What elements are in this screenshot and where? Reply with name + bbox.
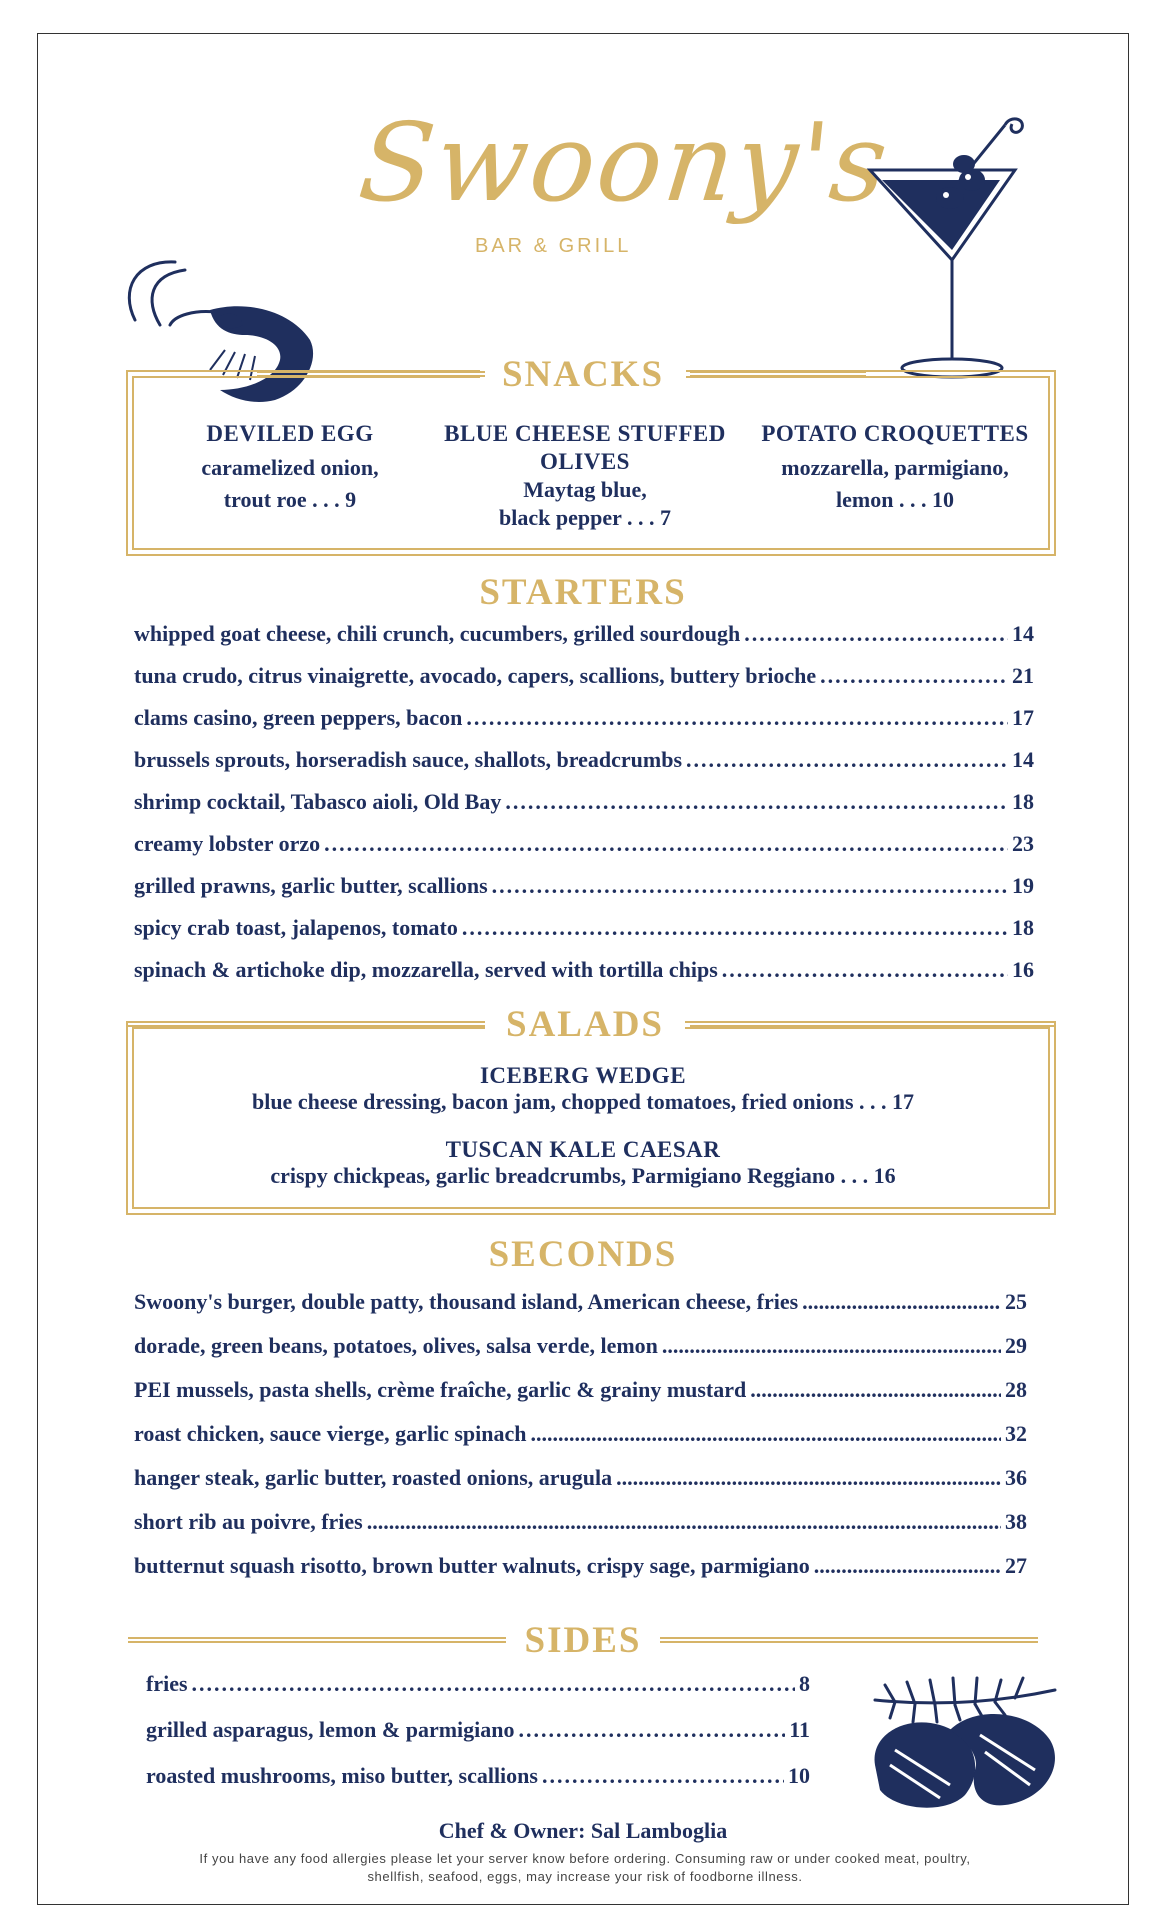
item-dots [750,1377,1001,1403]
item-dots [367,1509,1001,1535]
starter-item [134,663,1034,697]
item-price: 19 [1012,873,1034,898]
snack-desc: Maytag blue, [523,477,647,502]
item-price: 32 [1005,1421,1027,1446]
second-item [134,1333,1027,1367]
item-price: 11 [789,1717,810,1742]
sides-rule-left [128,1637,506,1643]
item-desc: tuna crudo, citrus vinaigrette, avocado, capers, scallions, buttery brioche [134,663,817,688]
item-price: 17 [1012,705,1034,730]
item-price: 36 [1005,1465,1027,1490]
second-item [134,1553,1027,1587]
second-item [134,1289,1027,1323]
starters-title: STARTERS [479,572,687,613]
item-price: 25 [1005,1289,1027,1314]
salad-desc: crispy chickpeas, garlic breadcrumbs, Parmigiano Reggiano . . . 16 [270,1163,896,1188]
snack-desc: trout roe . . . 9 [223,487,357,512]
allergy-line: shellfish, seafood, eggs, may increase your risk of foodborne illness. [367,1869,803,1884]
snack-name: DEVILED EGG [206,421,374,446]
item-desc: creamy lobster orzo [134,831,321,856]
salads-rule-left [126,1021,485,1027]
item-price: 10 [788,1763,810,1788]
item-dots [744,621,1008,647]
item-dots [505,789,1008,815]
item-desc: shrimp cocktail, Tabasco aioli, Old Bay [134,789,502,814]
salad-desc: blue cheese dressing, bacon jam, chopped tomatoes, fried onions . . . 17 [251,1089,915,1114]
starter-item [134,789,1034,823]
sides-title: SIDES [524,1620,642,1661]
item-desc: grilled asparagus, lemon & parmigiano [146,1717,515,1742]
item-desc: PEI mussels, pasta shells, crème fraîche, garlic & grainy mustard [134,1377,747,1402]
logo [353,101,895,260]
snack-croquettes [750,420,1040,514]
second-item [134,1421,1027,1455]
starter-item [134,831,1034,865]
item-price: 29 [1005,1333,1027,1358]
second-item [134,1509,1027,1543]
snack-olives [440,420,730,532]
item-desc: grilled prawns, garlic butter, scallions [134,873,488,898]
logo-script: Swoony's [353,101,895,226]
chef-owner: Chef & Owner: Sal Lamboglia [438,1818,728,1843]
salads-title: SALADS [506,1004,664,1045]
seconds-title: SECONDS [488,1234,678,1275]
sides-rule-right [660,1637,1038,1643]
item-desc: whipped goat cheese, chili crunch, cucumbers, grilled sourdough [134,621,741,646]
snack-desc: mozzarella, parmigiano, [781,455,1009,480]
item-dots [519,1717,786,1743]
side-item [146,1671,810,1705]
second-item [134,1465,1027,1499]
salads-rule-right [690,1021,1056,1027]
snack-name: BLUE CHEESE STUFFED [444,421,726,446]
steak-illustration [855,1660,1070,1820]
salad-name: ICEBERG WEDGE [479,1063,687,1088]
snack-deviled-egg [165,420,415,514]
snack-desc: black pepper . . . 7 [499,505,671,530]
item-desc: fries [146,1671,188,1696]
item-desc: clams casino, green peppers, bacon [134,705,463,730]
second-item [134,1377,1027,1411]
item-price: 8 [799,1671,810,1696]
item-price: 28 [1005,1377,1027,1402]
snack-desc: lemon . . . 10 [836,487,954,512]
snack-desc: caramelized onion, [201,455,379,480]
item-dots [462,915,1008,941]
item-price: 21 [1012,663,1034,688]
logo-subtitle: BAR & GRILL [475,235,632,257]
item-desc: short rib au poivre, fries [134,1509,363,1534]
item-price: 23 [1012,831,1034,856]
side-item [146,1717,810,1751]
item-dots [616,1465,1001,1491]
item-price: 38 [1005,1509,1027,1534]
snack-name: OLIVES [540,449,630,474]
item-dots [324,831,1008,857]
item-dots [722,957,1008,983]
snacks-rule-right [690,371,866,377]
item-desc: roasted mushrooms, miso butter, scallions [146,1763,538,1788]
item-price: 18 [1012,915,1034,940]
allergy-notice [140,1850,1030,1886]
salad-kale-caesar [128,1137,1038,1189]
snack-name: POTATO CROQUETTES [761,421,1029,446]
allergy-line: If you have any food allergies please let your server know before ordering. Consuming raw or under cooked meat, poultry, [199,1851,971,1866]
item-dots [542,1763,784,1789]
side-item [146,1763,810,1797]
salad-iceberg-wedge [128,1063,1038,1115]
martini-illustration [860,110,1040,385]
item-dots [662,1333,1001,1359]
salad-name: TUSCAN KALE CAESAR [445,1137,721,1162]
snacks-title: SNACKS [501,354,665,395]
item-desc: Swoony's burger, double patty, thousand island, American cheese, fries [134,1289,799,1314]
snacks-rule-left [257,371,485,377]
item-dots [686,747,1008,773]
item-price: 16 [1012,957,1034,982]
item-desc: butternut squash risotto, brown butter walnuts, crispy sage, parmigiano [134,1553,810,1578]
item-dots [492,873,1008,899]
item-desc: roast chicken, sauce vierge, garlic spinach [134,1421,527,1446]
starter-item [134,747,1034,781]
item-desc: hanger steak, garlic butter, roasted onions, arugula [134,1465,613,1490]
item-price: 14 [1012,747,1034,772]
starter-item [134,621,1034,655]
starter-item [134,957,1034,991]
starter-item [134,915,1034,949]
item-dots [466,705,1008,731]
item-desc: spinach & artichoke dip, mozzarella, served with tortilla chips [134,957,718,982]
item-price: 18 [1012,789,1034,814]
item-dots [802,1289,1001,1315]
item-price: 14 [1012,621,1034,646]
starter-item [134,705,1034,739]
item-dots [820,663,1008,689]
item-desc: brussels sprouts, horseradish sauce, shallots, breadcrumbs [134,747,683,772]
item-dots [192,1671,795,1697]
item-price: 27 [1005,1553,1027,1578]
item-dots [814,1553,1001,1579]
item-dots [531,1421,1002,1447]
starter-item [134,873,1034,907]
item-desc: dorade, green beans, potatoes, olives, salsa verde, lemon [134,1333,658,1358]
item-desc: spicy crab toast, jalapenos, tomato [134,915,458,940]
